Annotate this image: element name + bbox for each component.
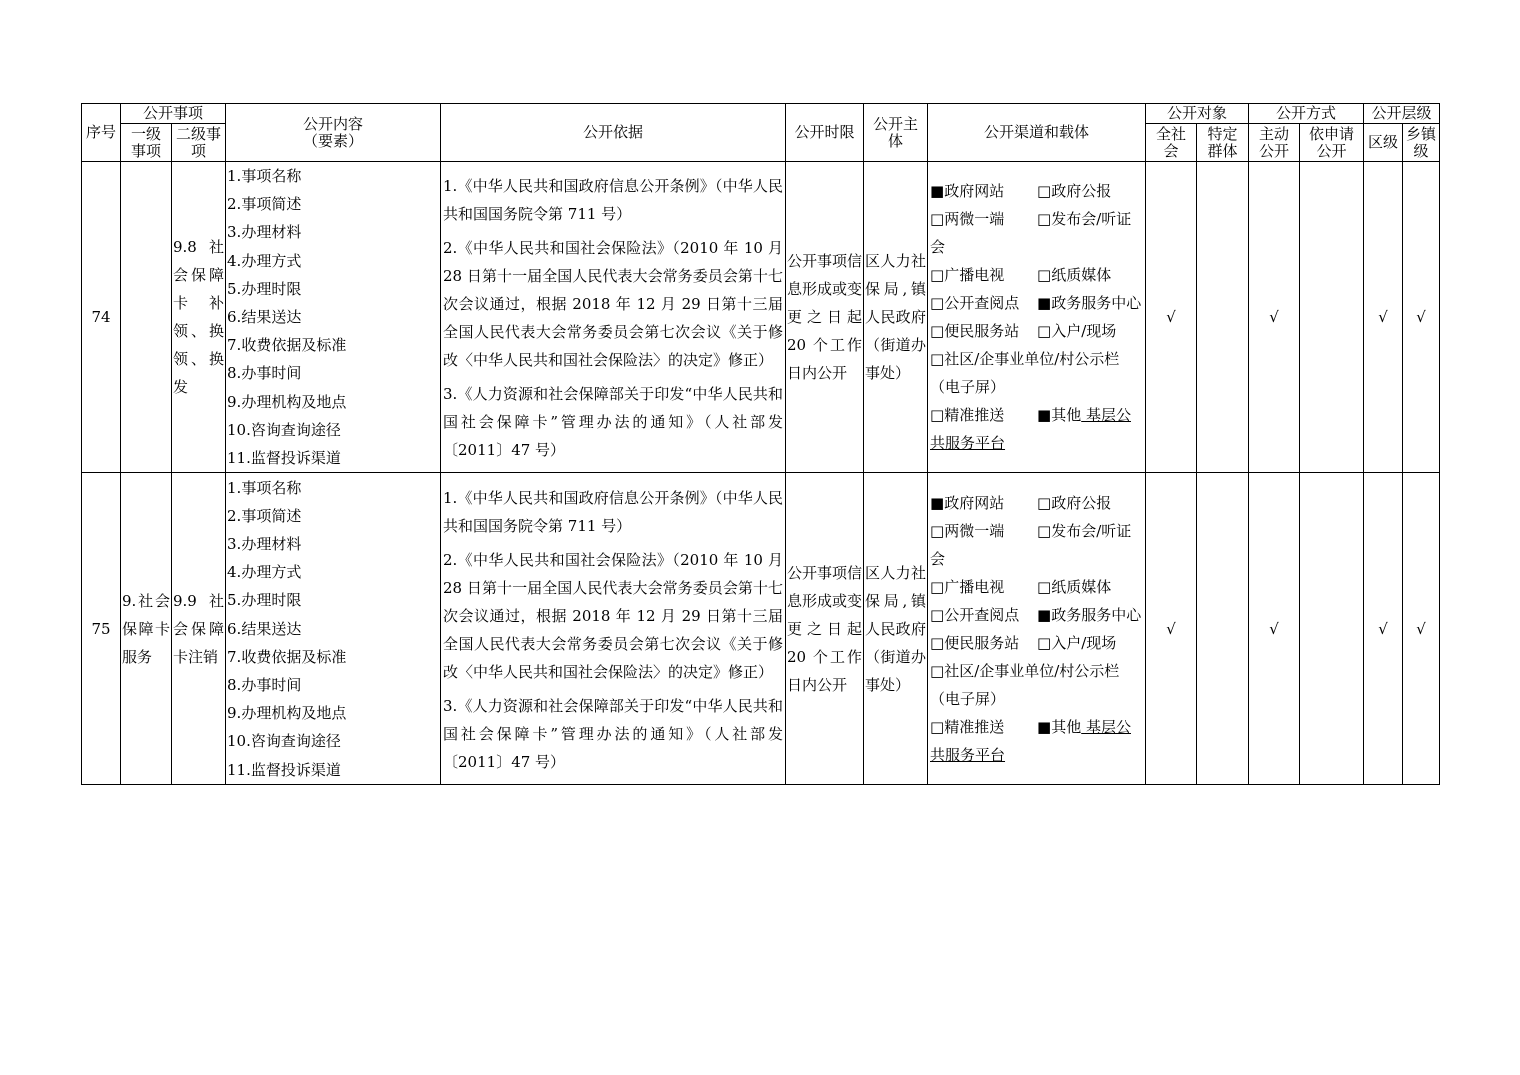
row-mode-request [1300, 473, 1364, 785]
content-item: 1.事项名称 [227, 478, 302, 497]
row-level-town: √ [1403, 162, 1440, 473]
channel-gov-gazette: □政府公报 [1037, 182, 1112, 201]
header-basis: 公开依据 [441, 104, 786, 162]
row-time-limit: 公开事项信息形成或变更之日起 20 个工作日内公开 [786, 162, 864, 473]
row-seq: 75 [82, 473, 121, 785]
basis-item: 2.《中华人民共和国社会保险法》（2010 年 10 月 28 日第十一届全国人民代表大会常务委员会第十七次会议通过，根据 2018 年 12 月 29 日第十三届全国人民代表大会常务委员会第七次会议《关于修改〈中华人民共和国社会保险法〉的决定》修正） [443, 550, 784, 681]
basis-item: 1.《中华人民共和国政府信息公开条例》（中华人民共和国国务院令第 711 号） [443, 488, 784, 535]
header-mode-request: 依申请 公开 [1300, 124, 1364, 162]
basis-item: 2.《中华人民共和国社会保险法》（2010 年 10 月 28 日第十一届全国人民代表大会常务委员会第十七次会议通过，根据 2018 年 12 月 29 日第十三届全国人民代表大会常务委员会第七次会议《关于修改〈中华人民共和国社会保险法〉的决定》修正） [443, 239, 784, 370]
channel-convenience: □便民服务站 [930, 633, 1020, 652]
row-target-all: √ [1146, 473, 1197, 785]
content-item: 1.事项名称 [227, 167, 302, 185]
row-level-town: √ [1403, 473, 1440, 785]
disclosure-table [81, 103, 1440, 785]
channel-push: □精准推送 [930, 406, 1005, 425]
channel-other: ■其他 [1037, 406, 1082, 425]
channel-door: □入户/现场 [1037, 322, 1117, 341]
row-basis [441, 473, 786, 785]
header-channel: 公开渠道和载体 [928, 104, 1146, 162]
channel-tv: □广播电视 [930, 266, 1005, 285]
channel-gov-site: ■政府网站 [930, 182, 1005, 201]
row-subject: 区人力社保局,镇人民政府（街道办事处） [864, 162, 928, 473]
channel-query-point: □公开查阅点 [930, 605, 1020, 624]
row-basis [441, 162, 786, 473]
row-level-district: √ [1364, 473, 1403, 785]
row-level-district: √ [1364, 162, 1403, 473]
row-mode-request [1300, 162, 1364, 473]
content-item: 9.办理机构及地点 [227, 392, 347, 411]
header-level-district: 区级 [1364, 124, 1403, 162]
table-row [82, 473, 1440, 785]
row-target-all: √ [1146, 162, 1197, 473]
channel-other-text: 基层公共服务平台 [930, 717, 1131, 764]
channel-tv: □广播电视 [930, 577, 1005, 596]
row-channels [928, 162, 1146, 473]
channel-press: □发布会/听证会 [930, 521, 1132, 568]
row-mode-active: √ [1249, 162, 1300, 473]
content-item: 10.咨询查询途径 [227, 732, 341, 751]
header-matter-group: 公开事项 [121, 104, 226, 124]
row-target-specific [1197, 473, 1249, 785]
channel-service-center: ■政务服务中心 [1037, 605, 1142, 624]
channel-convenience: □便民服务站 [930, 322, 1020, 341]
channel-board: □社区/企事业单位/村公示栏（电子屏） [930, 350, 1120, 397]
channel-other: ■其他 [1037, 717, 1082, 736]
content-item: 4.办理方式 [227, 251, 302, 270]
channel-wechat: □两微一端 [930, 210, 1005, 229]
channel-board: □社区/企事业单位/村公示栏（电子屏） [930, 661, 1120, 708]
header-subject: 公开主 体 [864, 104, 928, 162]
content-item: 2.事项简述 [227, 506, 302, 525]
row-level2: 9.9 社会保障卡注销 [172, 473, 226, 785]
row-content-list [226, 162, 441, 473]
content-item: 8.办事时间 [227, 364, 302, 383]
content-item: 6.结果送达 [227, 308, 302, 327]
content-item: 5.办理时限 [227, 591, 302, 610]
basis-item: 1.《中华人民共和国政府信息公开条例》（中华人民共和国国务院令第 711 号） [443, 177, 784, 224]
content-item: 11.监督投诉渠道 [227, 760, 341, 779]
row-seq: 74 [82, 162, 121, 473]
header-target-group: 公开对象 [1146, 104, 1249, 124]
channel-push: □精准推送 [930, 717, 1005, 736]
content-item: 5.办理时限 [227, 279, 302, 298]
row-channels [928, 473, 1146, 785]
content-item: 3.办理材料 [227, 223, 302, 242]
channel-paper: □纸质媒体 [1037, 577, 1112, 596]
content-item: 9.办理机构及地点 [227, 704, 347, 723]
header-target-specific: 特定 群体 [1197, 124, 1249, 162]
channel-gov-site: ■政府网站 [930, 493, 1005, 512]
content-item: 10.咨询查询途径 [227, 420, 341, 439]
header-level-town: 乡镇 级 [1403, 124, 1440, 162]
row-level2: 9.8社会保障卡补领、换领、换发 [172, 162, 226, 473]
channel-press: □发布会/听证会 [930, 210, 1132, 257]
content-item: 11.监督投诉渠道 [227, 449, 341, 468]
basis-item: 3.《人力资源和社会保障部关于印发“中华人民共和国社会保障卡”管理办法的通知》（人社部发〔2011〕47 号） [443, 385, 784, 460]
header-content: 公开内容 （要素） [226, 104, 441, 162]
header-level2: 二级事 项 [172, 124, 226, 162]
channel-gov-gazette: □政府公报 [1037, 493, 1112, 512]
basis-item: 3.《人力资源和社会保障部关于印发“中华人民共和国社会保障卡”管理办法的通知》（人社部发〔2011〕47 号） [443, 696, 784, 771]
header-level-group: 公开层级 [1364, 104, 1440, 124]
row-level1 [121, 162, 172, 473]
channel-door: □入户/现场 [1037, 633, 1117, 652]
channel-wechat: □两微一端 [930, 521, 1005, 540]
row-level1: 9.社会保障卡服务 [121, 473, 172, 785]
channel-paper: □纸质媒体 [1037, 266, 1112, 285]
header-level1: 一级 事项 [121, 124, 172, 162]
table-row [82, 162, 1440, 473]
channel-query-point: □公开查阅点 [930, 294, 1020, 313]
content-item: 6.结果送达 [227, 619, 302, 638]
row-mode-active: √ [1249, 473, 1300, 785]
row-content-list [226, 473, 441, 785]
content-item: 7.收费依据及标准 [227, 647, 347, 666]
content-item: 4.办理方式 [227, 563, 302, 582]
header-mode-active: 主动 公开 [1249, 124, 1300, 162]
row-subject: 区人力社保局,镇人民政府（街道办事处） [864, 473, 928, 785]
channel-service-center: ■政务服务中心 [1037, 294, 1142, 313]
content-item: 2.事项简述 [227, 195, 302, 214]
header-seq: 序号 [82, 104, 121, 162]
header-time-limit: 公开时限 [786, 104, 864, 162]
content-item: 7.收费依据及标准 [227, 336, 347, 355]
header-mode-group: 公开方式 [1249, 104, 1364, 124]
row-time-limit: 公开事项信息形成或变更之日起 20 个工作日内公开 [786, 473, 864, 785]
header-target-all: 全社 会 [1146, 124, 1197, 162]
content-item: 3.办理材料 [227, 535, 302, 554]
content-item: 8.办事时间 [227, 676, 302, 695]
row-target-specific [1197, 162, 1249, 473]
channel-other-text: 基层公共服务平台 [930, 406, 1131, 453]
